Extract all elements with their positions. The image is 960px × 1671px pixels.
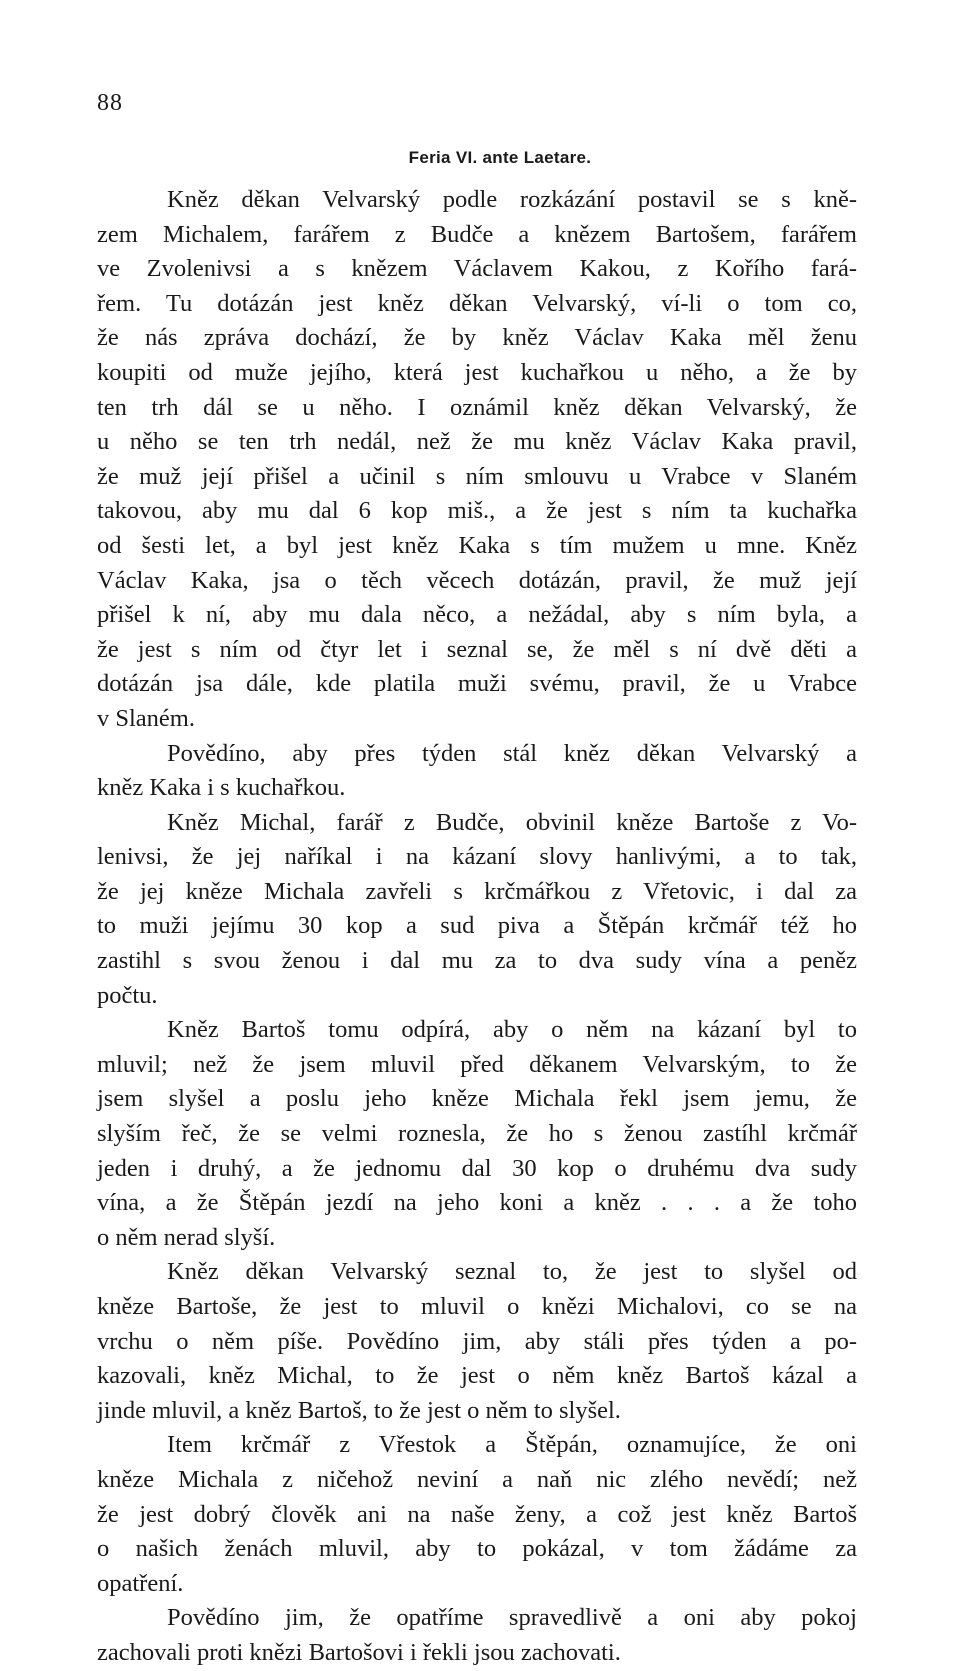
text-line: řem. Tu dotázán jest kněz děkan Velvarský, ví-li o tom co,: [97, 289, 857, 317]
text-line: Povědíno jim, že opatříme spravedlivě a oni aby pokoj: [167, 1604, 857, 1632]
text-line: přišel k ní, aby mu dala něco, a nežádal, aby s ním byla, a: [97, 601, 857, 629]
text-line: vrchu o něm píše. Povědíno jim, aby stáli přes týden a po-: [97, 1327, 857, 1355]
text-line: zem Michalem, farářem z Budče a knězem Bartošem, farářem: [97, 220, 857, 248]
text-line: o našich ženách mluvil, aby to pokázal, v tom žádáme za: [97, 1535, 857, 1563]
text-line: od šesti let, a byl jest kněz Kaka s tím mužem u mne. Kněz: [97, 531, 857, 559]
text-line: opatření.: [97, 1569, 184, 1597]
text-line: Kněz děkan Velvarský podle rozkázání postavil se s kně-: [167, 186, 857, 213]
text-line: v Slaném.: [97, 704, 195, 732]
text-line: Kněz Michal, farář z Budče, obvinil kněze Bartoše z Vo-: [167, 808, 857, 836]
text-line: to muži jejímu 30 kop a sud piva a Štěpán krčmář též ho: [97, 912, 857, 940]
text-line: zastihl s svou ženou i dal mu za to dva sudy vína a peněz: [97, 947, 857, 975]
text-line: Kněz Bartoš tomu odpírá, aby o něm na kázaní byl to: [167, 1016, 857, 1044]
text-line: koupiti od muže jejího, která jest kuchařkou u něho, a že by: [97, 358, 857, 386]
text-line: kněze Bartoše, že jest to mluvil o knězi Michalovi, co se na: [97, 1293, 857, 1320]
text-line: jinde mluvil, a kněz Bartoš, to že jest o něm to slyšel.: [97, 1396, 621, 1424]
text-line: jeden i druhý, a že jednomu dal 30 kop o druhému dva sudy: [97, 1154, 857, 1182]
text-line: počtu.: [97, 981, 158, 1009]
body-text: [97, 183, 857, 1671]
section-heading: Feria VI. ante Laetare.: [408, 148, 592, 167]
text-line: že nás zpráva dochází, že by kněz Václav Kaka měl ženu: [97, 324, 857, 352]
text-line: takovou, aby mu dal 6 kop miš., a že jest s ním ta kuchařka: [97, 497, 857, 525]
text-line: mluvil; než že jsem mluvil před děkanem Velvarským, to že: [97, 1050, 857, 1078]
text-line: slyším řeč, že se velmi roznesla, že ho s ženou zastíhl krčmář: [97, 1120, 857, 1148]
text-line: že jej kněze Michala zavřeli s krčmářkou z Vřetovic, i dal za: [97, 877, 857, 905]
text-line: že muž její přišel a učinil s ním smlouvu u Vrabce v Slaném: [97, 462, 857, 490]
text-line: Povědíno, aby přes týden stál kněz děkan Velvarský a: [167, 739, 857, 767]
text-line: kněze Michala z ničehož neviní a naň nic zlého nevědí; než: [97, 1465, 857, 1493]
text-line: o něm nerad slyší.: [97, 1223, 276, 1251]
text-line: kněz Kaka i s kuchařkou.: [97, 774, 346, 802]
text-line: že jest s ním od čtyr let i seznal se, že měl s ní dvě děti a: [97, 635, 857, 663]
text-line: u něho se ten trh nedál, než že mu kněz Václav Kaka pravil,: [97, 428, 857, 456]
text-line: vína, a že Štěpán jezdí na jeho koni a kněz . . . a že toho: [97, 1189, 857, 1217]
text-line: ve Zvolenivsi a s knězem Václavem Kakou, z Kořího fará-: [97, 255, 857, 283]
text-line: lenivsi, že jej naříkal i na kázaní slovy hanlivými, a to tak,: [97, 843, 857, 871]
text-line: ten trh dál se u něho. I oznámil kněz děkan Velvarský, že: [97, 393, 857, 421]
page-number: 88: [97, 90, 123, 116]
text-line: jsem slyšel a poslu jeho kněze Michala řekl jsem jemu, že: [97, 1085, 857, 1113]
text-line: Václav Kaka, jsa o těch věcech dotázán, pravil, že muž její: [97, 566, 857, 594]
text-line: kazovali, kněz Michal, to že jest o něm kněz Bartoš kázal a: [97, 1362, 857, 1390]
text-line: Item krčmář z Vřestok a Štěpán, oznamujíce, že oni: [167, 1431, 857, 1459]
text-line: že jest dobrý člověk ani na naše ženy, a což jest kněz Bartoš: [97, 1500, 857, 1528]
text-line: Kněz děkan Velvarský seznal to, že jest to slyšel od: [167, 1258, 857, 1286]
text-line: dotázán jsa dále, kde platila muži svému, pravil, že u Vrabce: [97, 670, 857, 698]
text-line: zachovali proti knězi Bartošovi i řekli jsou zachovati.: [97, 1638, 621, 1666]
